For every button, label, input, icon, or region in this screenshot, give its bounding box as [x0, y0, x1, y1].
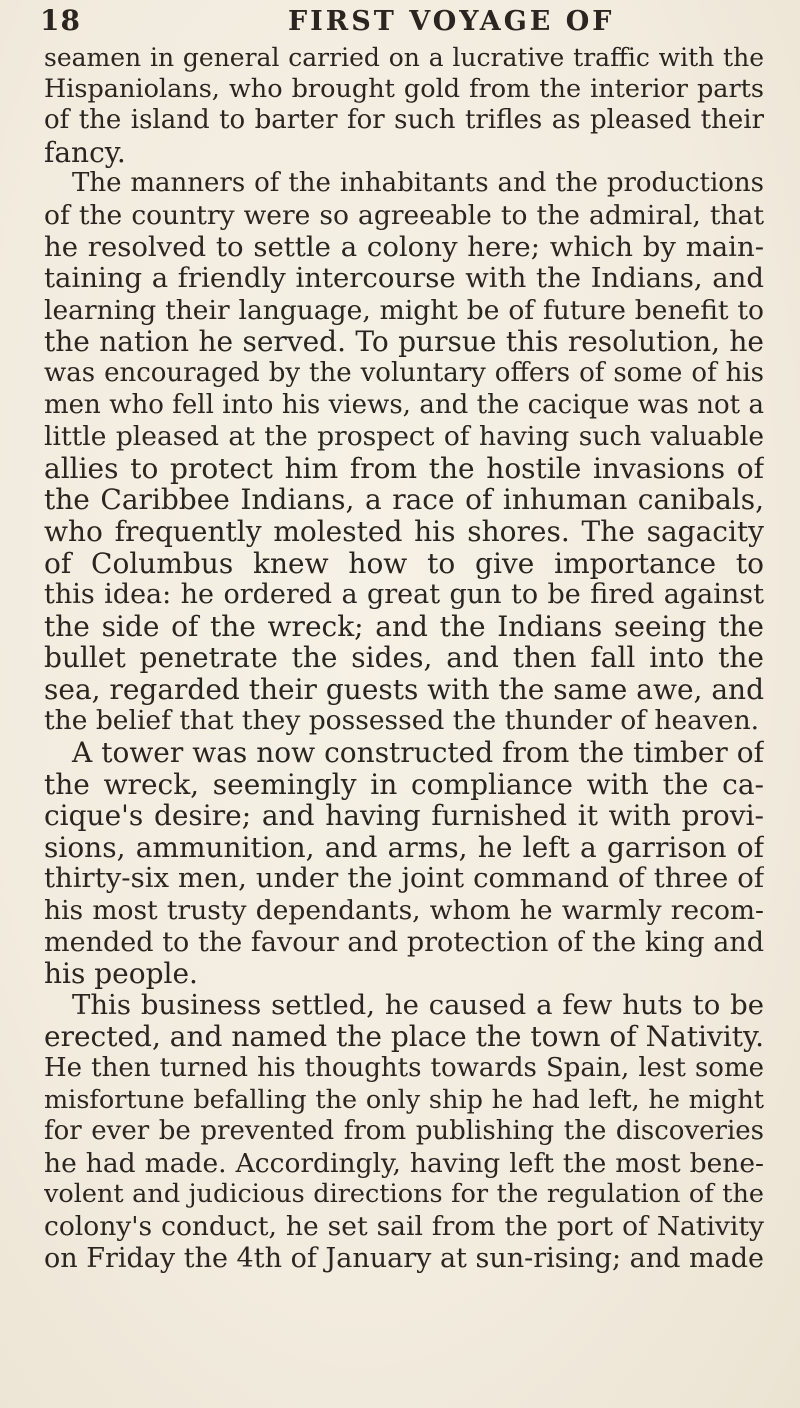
text-line: volent and judicious directions for the regulation of the [44, 1179, 764, 1210]
text-line: Hispaniolans, who brought gold from the interior parts [44, 73, 764, 104]
text-line: sea, regarded their guests with the same awe, and [44, 673, 764, 706]
text-line: his people. [44, 958, 198, 990]
text-line: the side of the wreck; and the Indians seeing the [44, 610, 764, 643]
body-text [44, 42, 764, 1274]
text-line: thirty-six men, under the joint command of three of [44, 863, 764, 895]
text-line: of the island to barter for such trifles as pleased their [44, 105, 764, 136]
text-line: misfortune befalling the only ship he had left, he might [44, 1084, 764, 1115]
text-line: for ever be prevented from publishing the discoveries [44, 1116, 764, 1147]
text-line: the nation he served. To pursue this resolution, he [44, 326, 764, 358]
text-line: the belief that they possessed the thunder of heaven. [44, 705, 760, 737]
text-line: mended to the favour and protection of the king and [44, 926, 764, 958]
text-line: his most trusty dependants, whom he warmly recom- [44, 895, 764, 927]
running-head [40, 4, 760, 40]
text-line: learning their language, might be of future benefit to [44, 294, 764, 326]
text-line: The manners of the inhabitants and the productions [72, 168, 764, 199]
text-line: the Caribbee Indians, a race of inhuman canibals, [44, 484, 764, 516]
text-line: erected, and named the place the town of Nativity. [44, 1021, 764, 1053]
text-line: on Friday the 4th of January at sun-rising; and made [44, 1242, 764, 1274]
text-line: seamen in general carried on a lucrative traffic with the [44, 43, 764, 72]
text-line: cique's desire; and having furnished it with provi- [44, 800, 764, 832]
text-line: bullet penetrate the sides, and then fall into the [44, 642, 764, 674]
text-line: he had made. Accordingly, having left the most bene- [44, 1147, 764, 1179]
text-line: A tower was now constructed from the timber of [72, 737, 764, 769]
text-line: the wreck, seemingly in compliance with the ca- [44, 768, 764, 801]
text-line: colony's conduct, he set sail from the port of Nativity [44, 1210, 764, 1242]
text-line: men who fell into his views, and the cacique was not a [44, 389, 764, 420]
text-line: this idea: he ordered a great gun to be fired against [44, 579, 764, 611]
text-line: of the country were so agreeable to the admiral, that [44, 199, 764, 231]
text-line: fancy. [44, 136, 126, 169]
text-line: of Columbus knew how to give importance to [44, 547, 764, 580]
running-title: FIRST VOYAGE OF [288, 6, 615, 37]
text-line: he resolved to settle a colony here; which by main- [44, 231, 764, 263]
text-line: was encouraged by the voluntary offers of some of his [44, 357, 764, 388]
text-line: This business settled, he caused a few huts to be [72, 989, 764, 1021]
text-line: who frequently molested his shores. The sagacity [44, 515, 764, 548]
text-line: little pleased at the prospect of having such valuable [44, 421, 764, 453]
text-line: taining a friendly intercourse with the Indians, and [44, 263, 764, 295]
text-line: sions, ammunition, and arms, he left a garrison of [44, 831, 764, 864]
page-number: 18 [40, 4, 81, 37]
text-line: He then turned his thoughts towards Spain, lest some [44, 1053, 764, 1083]
text-line: allies to protect him from the hostile invasions of [44, 452, 764, 485]
